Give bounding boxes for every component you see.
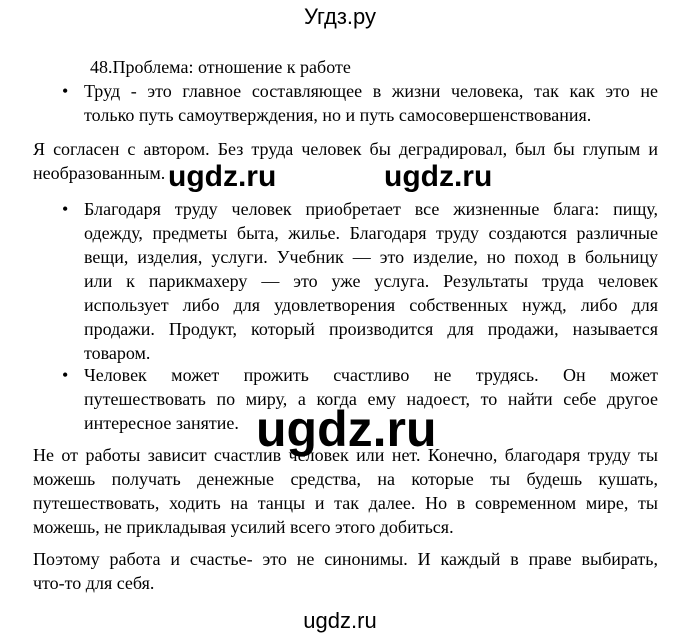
- paragraph-3-line-1: Поэтому работа и счастье- это не синонимы. И каждый в праве выбирать,: [33, 549, 658, 569]
- paragraph-1-line-2: необразованным.: [33, 163, 166, 183]
- bullet-3-marker: •: [62, 365, 69, 385]
- bullet-2-line-3: вещи, изделия, услуги. Учебник — это изделие, но поход в больницу: [84, 247, 658, 267]
- bullet-2-line-1: Благодаря труду человек приобретает все жизненные блага: пищу,: [84, 199, 658, 219]
- site-footer: ugdz.ru: [303, 608, 377, 633]
- bullet-2-marker: •: [62, 199, 69, 219]
- bullet-1-marker: •: [62, 81, 69, 101]
- site-header: Угдз.ру: [303, 4, 377, 29]
- bullet-3-line-2: путешествовать по миру, а когда ему надоест, то найти себе другое: [84, 389, 658, 409]
- bullet-2-line-4: или к парикмахеру — это уже услуга. Результаты труда человек: [84, 271, 658, 291]
- watermark-large: ugdz.ru: [256, 401, 437, 457]
- bullet-2-line-6: продажи. Продукт, который производится для продажи, называется: [84, 319, 658, 339]
- paragraph-1-line-1: Я согласен с автором. Без труда человек бы деградировал, был бы глупым и: [33, 139, 658, 159]
- paragraph-2-line-3: путешествовать, ходить на танцы и так далее. Но в современном мире, ты: [33, 493, 658, 513]
- paragraph-3-line-2: что-то для себя.: [33, 573, 155, 593]
- bullet-1-line-2: только путь самоутверждения, но и путь самосовершенствования.: [84, 105, 592, 125]
- paragraph-2-line-2: можешь получать денежные средства, на которые ты будешь кушать,: [33, 469, 658, 489]
- problem-heading: 48.Проблема: отношение к работе: [90, 57, 351, 77]
- bullet-1-line-1: Труд - это главное составляющее в жизни человека, так как это не: [84, 81, 658, 101]
- bullet-2-line-5: использует либо для удовлетворения собственных нужд, либо для: [84, 295, 658, 315]
- watermark: ugdz.ru: [168, 160, 277, 193]
- bullet-3-line-1: Человек может прожить счастливо не трудясь. Он может: [84, 365, 658, 385]
- paragraph-2-line-4: можешь, не прикладывая усилий всего этого добиться.: [33, 517, 454, 537]
- bullet-2-line-2: одежду, предметы быта, жилье. Благодаря труду создаются различные: [84, 223, 658, 243]
- bullet-3-line-3: интересное занятие.: [84, 413, 239, 433]
- paragraph-2-line-1: Не от работы зависит счастлив человек или нет. Конечно, благодаря труду ты: [33, 445, 658, 465]
- bullet-2-line-7: товаром.: [84, 343, 151, 363]
- watermark: ugdz.ru: [384, 160, 493, 193]
